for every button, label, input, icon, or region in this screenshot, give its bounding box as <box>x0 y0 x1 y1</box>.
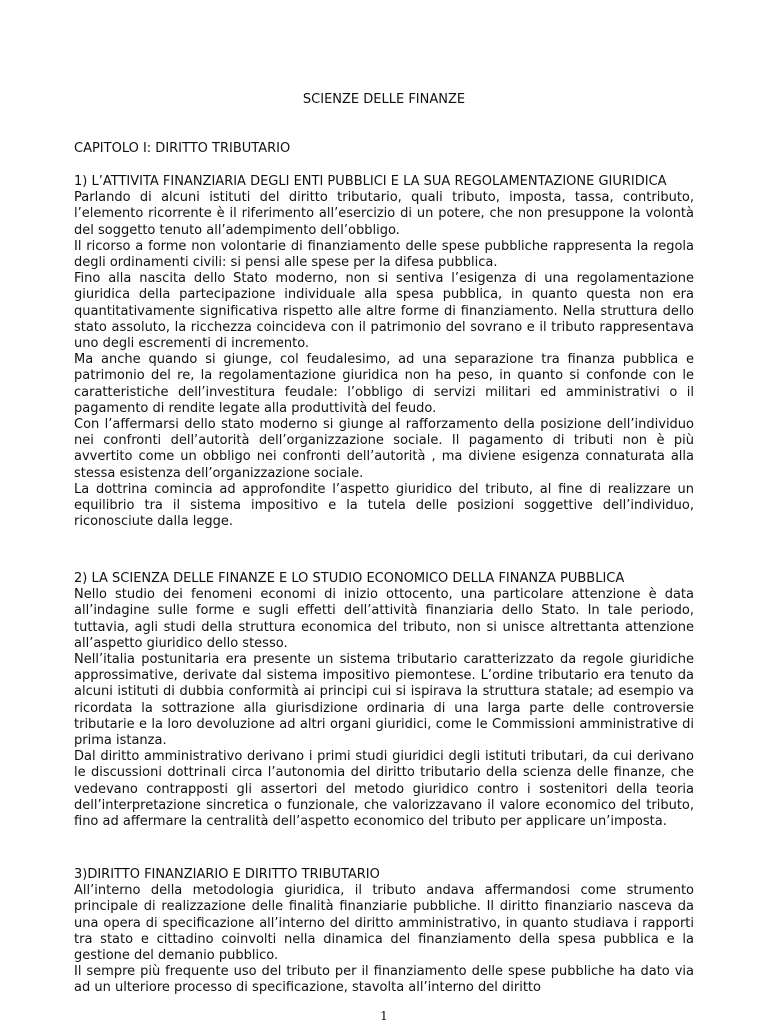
paragraph: Il ricorso a forme non volontarie di finanziamento delle spese pubbliche rappresenta la regola degli ordinamenti civili: si pensi alle spese per la difesa pubblica. <box>74 238 694 271</box>
section-heading: 2) LA SCIENZA DELLE FINANZE E LO STUDIO ECONOMICO DELLA FINANZA PUBBLICA <box>74 571 625 586</box>
paragraph: Ma anche quando si giunge, col feudalesimo, ad una separazione tra finanza pubblica e patrimonio del re, la regolamentazione giuridica non ha peso, in quanto si confonde con le caratteristiche dell’investitura feudale: l’obbligo di servizi militari ed amministrativi o il pagamento di rendite legate alla produttività del feudo. <box>74 352 694 416</box>
paragraph: Con l’affermarsi dello stato moderno si giunge al rafforzamento della posizione dell’individuo nei confronti dell’autorità dell’organizzazione sociale. Il pagamento di tributi non è più avvertito come un obbligo nei confronti dell’autorità , ma diviene esigenza connaturata alla stessa esistenza dell’organizzazione sociale. <box>74 417 694 481</box>
chapter-heading: CAPITOLO I: DIRITTO TRIBUTARIO <box>74 141 291 156</box>
section-3 <box>74 867 694 997</box>
paragraph: Nello studio dei fenomeni economi di inizio ottocento, una particolare attenzione è data all’indagine sulle forme e sugli effetti dell’attività finanziaria dello Stato. In tale periodo, tuttavia, agli studi della struttura economica del tributo, non si unisce altrettanta attenzione all’aspetto giuridico dello stesso. <box>74 587 694 651</box>
section-heading: 3)DIRITTO FINANZIARIO E DIRITTO TRIBUTARIO <box>74 867 380 882</box>
paragraph: Nell’italia postunitaria era presente un sistema tributario caratterizzato da regole giuridiche approssimative, derivate dal sistema impositivo piemontese. L’ordine tributario era tenuto da alcuni istituti di dubbia conformità ai principi cui si ispirava la struttura statale; ad esempio va ricordata la sottrazione alla giurisdizione ordinaria di una larga parte delle controversie tributarie e la loro devoluzione ad altri organi giuridici, come le Commissioni amministrative di prima istanza. <box>74 652 694 749</box>
paragraph: All’interno della metodologia giuridica, il tributo andava affermandosi come strumento principale di realizzazione delle finalità finanziarie pubbliche. Il diritto finanziario nasceva da una opera di specificazione all’interno del diritto amministrativo, in quanto studiava i rapporti tra stato e cittadino coinvolti nella dinamica del finanziamento della spesa pubblica e la gestione del demanio pubblico. <box>74 883 694 964</box>
document-title: SCIENZE DELLE FINANZE <box>302 92 466 107</box>
page-number: 1 <box>380 1009 388 1023</box>
paragraph: Parlando di alcuni istituti del diritto tributario, quali tributo, imposta, tassa, contributo, l’elemento ricorrente è il riferimento all’esercizio di un potere, che non presuppone la volontà del soggetto tenuto all’adempimento dell’obbligo. <box>74 190 694 238</box>
paragraph: Dal diritto amministrativo derivano i primi studi giuridici degli istituti tributari, da cui derivano le discussioni dottrinali circa l’autonomia del diritto tributario della scienza delle finanze, che vedevano contrapposti gli assertori del metodo giuridico contro i sostenitori della teoria dell’interpretazione sincretica o funzionale, che valorizzavano il valore economico del tributo, fino ad affermare la centralità dell’aspetto economico del tributo per applicare un’imposta. <box>74 749 694 830</box>
section-heading: 1) L’ATTIVITA FINANZIARIA DEGLI ENTI PUBBLICI E LA SUA REGOLAMENTAZIONE GIURIDICA <box>74 174 667 189</box>
section-1 <box>74 174 694 530</box>
paragraph: Fino alla nascita dello Stato moderno, non si sentiva l’esigenza di una regolamentazione giuridica della partecipazione individuale alla spesa pubblica, in quanto questa non era quantitativamente significativa rispetto alle altre forme di finanziamento. Nella struttura dello stato assoluto, la ricchezza coincideva con il patrimonio del sovrano e il tributo rappresentava uno degli escrementi di incremento. <box>74 271 694 352</box>
paragraph: Il sempre più frequente uso del tributo per il finanziamento delle spese pubbliche ha dato via ad un ulteriore processo di specificazione, stavolta all’interno del diritto <box>74 964 694 996</box>
section-2 <box>74 571 694 830</box>
paragraph: La dottrina comincia ad approfondite l’aspetto giuridico del tributo, al fine di realizzare un equilibrio tra il sistema impositivo e la tutela delle posizioni soggettive dell’individuo, riconosciute dalla legge. <box>74 481 694 530</box>
